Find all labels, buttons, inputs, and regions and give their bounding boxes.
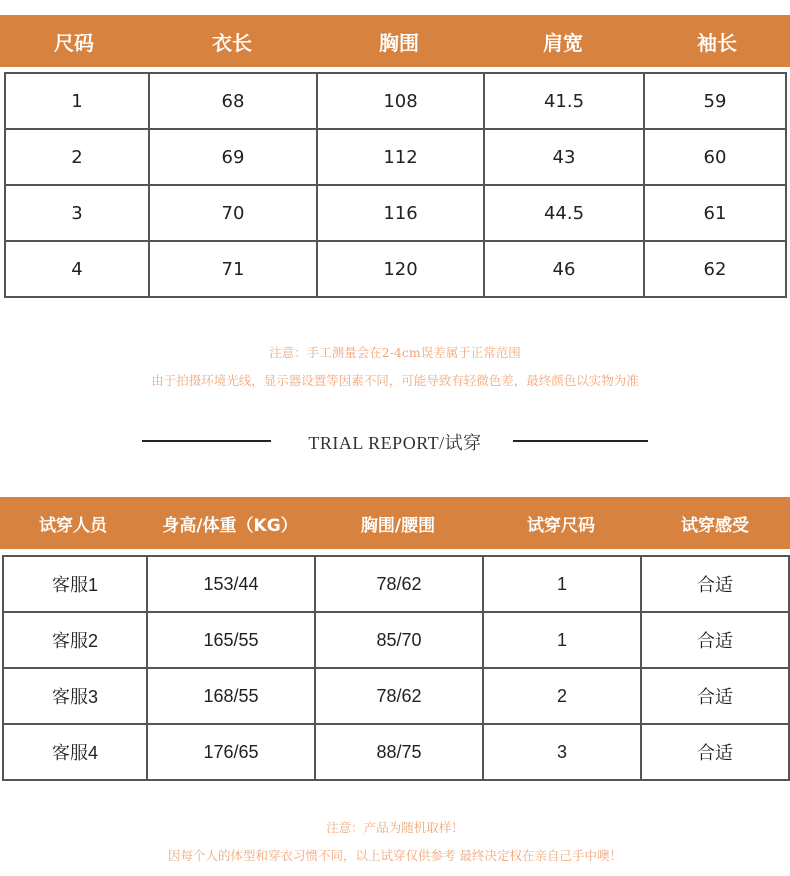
- trial-report-header: [0, 497, 790, 549]
- trial-header-person: 试穿人员: [39, 515, 107, 536]
- divider-right: [513, 440, 648, 442]
- table-cell: 1: [483, 612, 641, 668]
- table-row: [5, 241, 786, 297]
- table-cell: 2: [5, 129, 149, 185]
- measurement-note: 注意：手工测量会在2-4cm误差属于正常范围: [269, 345, 521, 360]
- trial-report-title: TRIAL REPORT/试穿: [308, 433, 482, 453]
- trial-header-size: 试穿尺码: [527, 515, 595, 536]
- table-cell: 70: [149, 185, 317, 241]
- size-chart-table: [4, 72, 787, 298]
- table-cell: 客服4: [3, 724, 147, 780]
- table-cell: 165/55: [147, 612, 315, 668]
- table-cell: 88/75: [315, 724, 483, 780]
- table-cell: 71: [149, 241, 317, 297]
- size-chart-header: [0, 15, 790, 67]
- table-cell: 108: [317, 73, 484, 129]
- table-cell: 2: [483, 668, 641, 724]
- trial-report-table: [2, 555, 790, 781]
- table-cell: 78/62: [315, 556, 483, 612]
- size-header-sleeve: 袖长: [697, 30, 737, 55]
- table-cell: 85/70: [315, 612, 483, 668]
- reference-note: 因每个人的体型和穿衣习惯不同，以上试穿仅供参考 最终决定权在亲自己手中噢！: [168, 848, 622, 863]
- table-row: [5, 73, 786, 129]
- table-cell: 客服2: [3, 612, 147, 668]
- table-cell: 合适: [641, 556, 789, 612]
- trial-header-height-weight: 身高/体重（KG）: [162, 515, 298, 536]
- table-cell: 120: [317, 241, 484, 297]
- sampling-note: 注意：产品为随机取样！: [326, 820, 464, 835]
- size-header-chest: 胸围: [379, 30, 419, 55]
- table-row: [3, 668, 789, 724]
- table-cell: 46: [484, 241, 644, 297]
- table-cell: 112: [317, 129, 484, 185]
- table-cell: 176/65: [147, 724, 315, 780]
- size-header-length: 衣长: [212, 30, 252, 55]
- table-cell: 78/62: [315, 668, 483, 724]
- table-cell: 合适: [641, 612, 789, 668]
- table-cell: 客服3: [3, 668, 147, 724]
- table-cell: 3: [5, 185, 149, 241]
- table-cell: 1: [483, 556, 641, 612]
- table-cell: 68: [149, 73, 317, 129]
- table-cell: 168/55: [147, 668, 315, 724]
- table-row: [5, 185, 786, 241]
- size-header-shoulder: 肩宽: [543, 30, 583, 55]
- table-cell: 4: [5, 241, 149, 297]
- table-cell: 1: [5, 73, 149, 129]
- table-row: [3, 724, 789, 780]
- trial-header-feeling: 试穿感受: [681, 515, 749, 536]
- table-row: [3, 612, 789, 668]
- table-cell: 59: [644, 73, 786, 129]
- size-header-size: 尺码: [54, 30, 94, 55]
- table-row: [3, 556, 789, 612]
- table-cell: 合适: [641, 724, 789, 780]
- table-cell: 116: [317, 185, 484, 241]
- table-cell: 合适: [641, 668, 789, 724]
- color-note: 由于拍摄环境光线，显示器设置等因素不同，可能导致有轻微色差，最终颜色以实物为准: [151, 373, 639, 388]
- table-cell: 3: [483, 724, 641, 780]
- table-cell: 44.5: [484, 185, 644, 241]
- table-cell: 153/44: [147, 556, 315, 612]
- table-cell: 60: [644, 129, 786, 185]
- table-cell: 61: [644, 185, 786, 241]
- divider-left: [142, 440, 271, 442]
- table-cell: 43: [484, 129, 644, 185]
- table-cell: 客服1: [3, 556, 147, 612]
- table-cell: 62: [644, 241, 786, 297]
- trial-header-chest-waist: 胸围/腰围: [360, 515, 436, 536]
- table-row: [5, 129, 786, 185]
- table-cell: 41.5: [484, 73, 644, 129]
- table-cell: 69: [149, 129, 317, 185]
